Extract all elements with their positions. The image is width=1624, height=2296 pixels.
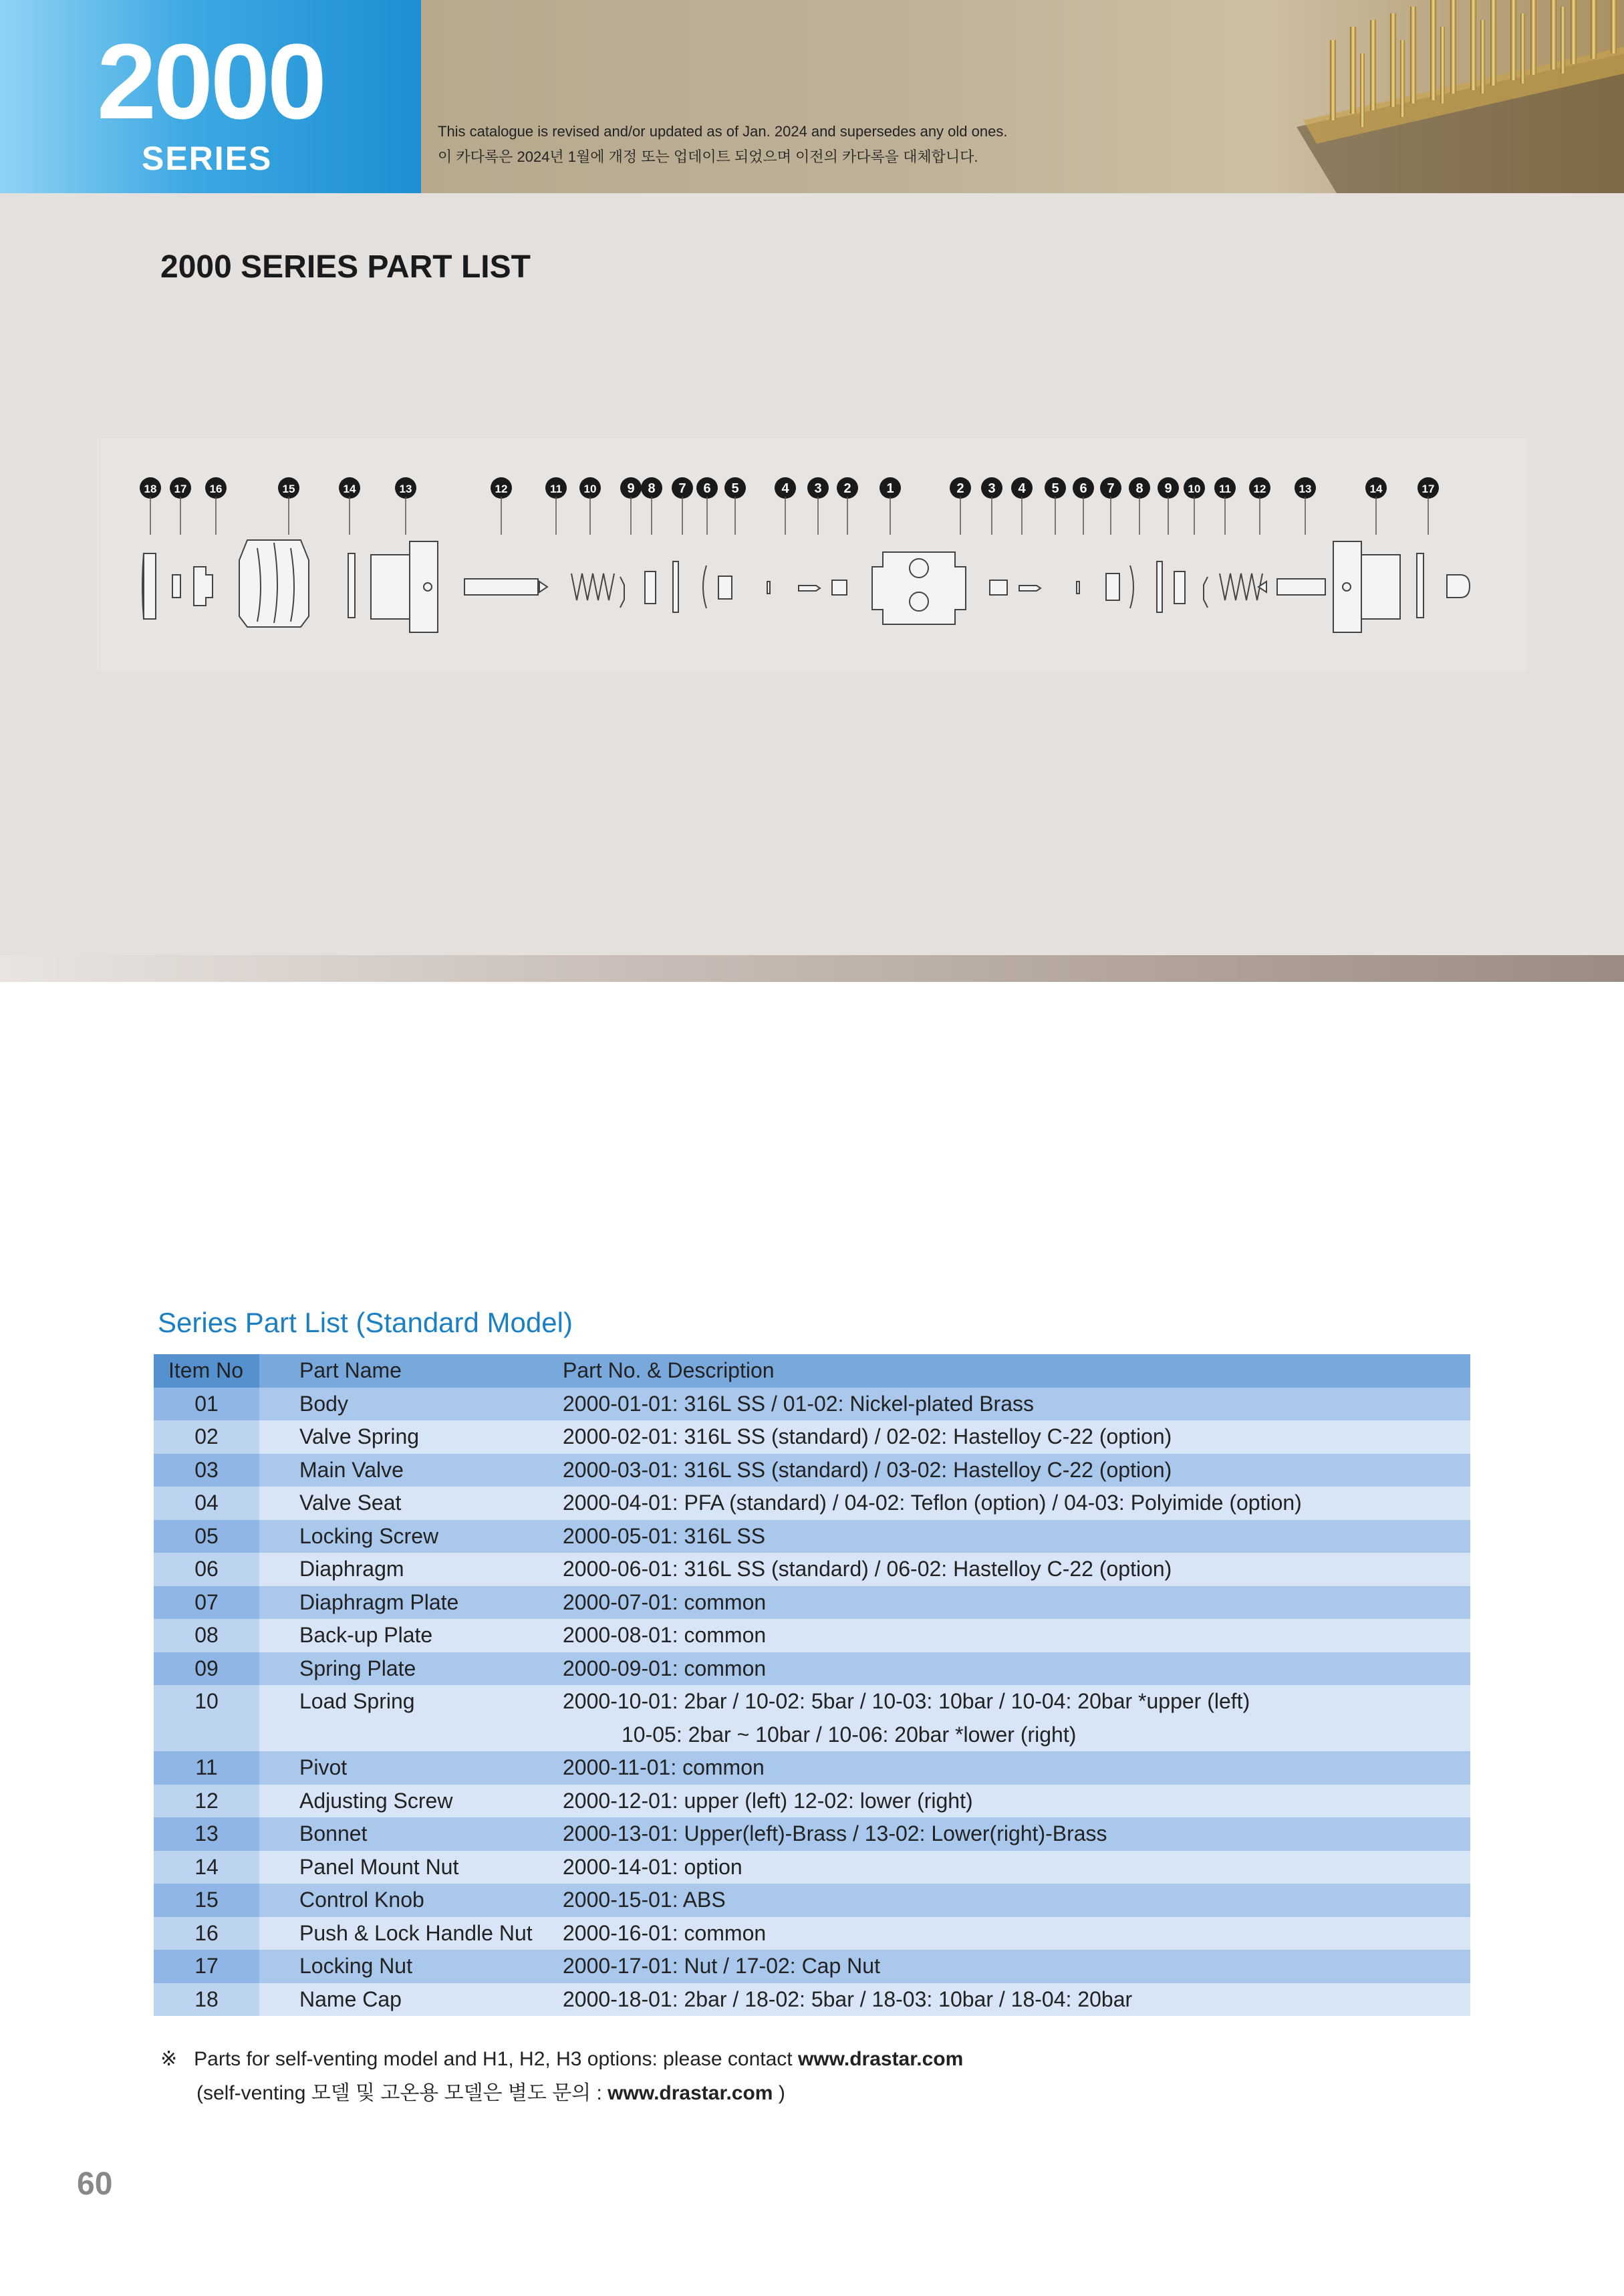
- table-row: [154, 1817, 1470, 1851]
- description-cell: [563, 1586, 1470, 1620]
- description-cell-text: 2000-10-01: 2bar / 10-02: 5bar / 10-03: 10bar / 10-04: 20bar *upper (left): [563, 1689, 1250, 1714]
- table-row: [154, 1454, 1470, 1487]
- handle-nut-part: [194, 567, 213, 606]
- item-no-cell: [154, 1983, 259, 2017]
- connector-pins-image: [1256, 0, 1624, 193]
- callout-number: 17: [1422, 483, 1435, 495]
- table-row: [154, 1884, 1470, 1917]
- part-name-cell-text: Load Spring: [299, 1689, 415, 1714]
- part-name-cell-text: Body: [299, 1391, 348, 1416]
- callout-number: 12: [495, 483, 508, 495]
- part-name-cell-text: Panel Mount Nut: [299, 1854, 459, 1879]
- callout-number: 18: [144, 483, 157, 495]
- callout-number: 3: [814, 481, 822, 496]
- contact-note-en: [160, 2047, 963, 2071]
- catalogue-header: [0, 0, 1624, 193]
- description-cell-text: 10-05: 2bar ~ 10bar / 10-06: 20bar *lower (right): [622, 1722, 1077, 1747]
- description-cell-text: 2000-02-01: 316L SS (standard) / 02-02: Hastelloy C-22 (option): [563, 1424, 1172, 1449]
- header-item-no: Item No: [154, 1354, 259, 1388]
- part-name-cell: [259, 1851, 563, 1884]
- table-row: [154, 1652, 1470, 1686]
- item-no-cell-text: 12: [194, 1788, 219, 1813]
- item-no-cell: [154, 1751, 259, 1785]
- spring-plate-part-right: [1204, 577, 1208, 608]
- main-valve-part-right: [1019, 586, 1041, 591]
- callout-number: 13: [399, 483, 412, 495]
- item-no-cell: [154, 1520, 259, 1553]
- cap-nut-part: [1447, 575, 1470, 598]
- callout-number: 13: [1299, 483, 1312, 495]
- item-no-cell: [154, 1718, 259, 1752]
- valve-seat-part: [767, 582, 770, 594]
- note-text-en: Parts for self-venting model and H1, H2, H3 options: please contact: [194, 2048, 798, 2070]
- item-no-cell-text: 04: [194, 1491, 219, 1515]
- part-name-cell-text: Back-up Plate: [299, 1623, 433, 1648]
- item-no-cell-text: 09: [194, 1656, 219, 1680]
- valve-spring-part: [832, 580, 847, 595]
- part-name-cell-text: Adjusting Screw: [299, 1788, 453, 1813]
- diaphragm-plate-part-right: [1157, 561, 1162, 612]
- item-no-cell-text: 03: [194, 1457, 219, 1482]
- callout-number: 17: [174, 483, 187, 495]
- part-name-cell: [259, 1420, 563, 1454]
- description-cell: [563, 1685, 1470, 1718]
- bonnet-part: [371, 555, 410, 619]
- item-no-cell-text: 18: [194, 1987, 219, 2011]
- description-cell: [563, 1751, 1470, 1785]
- table-row: [154, 1685, 1470, 1718]
- item-no-cell-text: 13: [194, 1821, 219, 1846]
- callout-number: 10: [1188, 483, 1201, 495]
- callout-number: 4: [1018, 481, 1026, 496]
- part-name-cell-text: Valve Seat: [299, 1491, 402, 1515]
- bonnet-part-right: [1361, 555, 1400, 619]
- callout-number: 15: [282, 483, 295, 495]
- locking-nut-part: [172, 575, 180, 598]
- item-no-cell: [154, 1950, 259, 1983]
- description-cell: [563, 1487, 1470, 1520]
- load-spring-part-right: [1220, 573, 1262, 600]
- table-header-row: [154, 1354, 1470, 1388]
- part-list-table: [154, 1354, 1470, 2016]
- part-name-cell-text: Bonnet: [299, 1821, 368, 1846]
- series-badge: [0, 0, 421, 193]
- part-name-cell-text: Diaphragm Plate: [299, 1589, 459, 1614]
- table-row: [154, 1950, 1470, 1983]
- callout-number: 9: [1164, 481, 1172, 496]
- item-no-cell: [154, 1917, 259, 1950]
- item-no-cell-text: 08: [194, 1623, 219, 1648]
- item-no-cell: [154, 1884, 259, 1917]
- part-name-cell: [259, 1454, 563, 1487]
- item-no-cell-text: 05: [194, 1523, 219, 1548]
- item-no-cell: [154, 1553, 259, 1586]
- description-cell: [563, 1652, 1470, 1686]
- item-no-cell-text: 02: [194, 1424, 219, 1449]
- callout-number: 14: [343, 483, 356, 495]
- callout-number: 3: [988, 481, 996, 496]
- diaphragm-plate-part: [673, 561, 678, 612]
- table-row: [154, 1983, 1470, 2017]
- item-no-cell: [154, 1619, 259, 1652]
- part-name-cell: [259, 1817, 563, 1851]
- page-number: 60: [77, 2166, 113, 2202]
- description-cell-text: 2000-11-01: common: [563, 1755, 765, 1780]
- table-row: [154, 1520, 1470, 1553]
- part-name-cell: [259, 1520, 563, 1553]
- part-name-cell-text: Pivot: [299, 1755, 348, 1780]
- item-no-cell: [154, 1586, 259, 1620]
- table-row: [154, 1751, 1470, 1785]
- description-cell: [563, 1520, 1470, 1553]
- item-no-cell-text: 16: [194, 1920, 219, 1945]
- item-no-cell-text: 11: [195, 1755, 218, 1780]
- item-no-cell-text: 10: [194, 1689, 219, 1714]
- description-cell-text: 2000-09-01: common: [563, 1656, 767, 1680]
- description-cell: [563, 1851, 1470, 1884]
- part-name-cell: [259, 1983, 563, 2017]
- pivot-part: [539, 582, 547, 592]
- name-cap-part: [142, 553, 156, 619]
- callout-number: 2: [956, 481, 964, 496]
- item-no-cell-text: 07: [194, 1589, 219, 1614]
- part-name-cell: [259, 1718, 563, 1752]
- table-row: [154, 1586, 1470, 1620]
- contact-note-ko: [196, 2076, 785, 2106]
- diaphragm-part-right: [1130, 565, 1133, 608]
- item-no-cell: [154, 1785, 259, 1818]
- description-cell: [563, 1718, 1470, 1752]
- item-no-cell: [154, 1388, 259, 1421]
- description-cell: [563, 1420, 1470, 1454]
- exploded-view-diagram: [130, 468, 1487, 642]
- description-cell: [563, 1553, 1470, 1586]
- description-cell-text: 2000-05-01: 316L SS: [563, 1523, 766, 1548]
- note-symbol: ※: [160, 2048, 178, 2070]
- table-row: [154, 1388, 1470, 1421]
- locking-screw-part-right: [1106, 573, 1119, 600]
- description-cell: [563, 1785, 1470, 1818]
- callout-number: 7: [1107, 481, 1115, 496]
- description-cell-text: 2000-08-01: common: [563, 1623, 767, 1648]
- description-cell-text: 2000-16-01: common: [563, 1920, 767, 1945]
- description-cell: [563, 1817, 1470, 1851]
- part-name-cell-text: Diaphragm: [299, 1557, 404, 1581]
- part-name-cell: [259, 1950, 563, 1983]
- spring-plate-part: [620, 577, 624, 608]
- part-name-cell: [259, 1487, 563, 1520]
- load-spring-part: [571, 573, 614, 600]
- callout-number: 6: [1079, 481, 1087, 496]
- description-cell-text: 2000-04-01: PFA (standard) / 04-02: Teflon (option) / 04-03: Polyimide (option): [563, 1491, 1302, 1515]
- description-cell: [563, 1388, 1470, 1421]
- part-name-cell-text: Name Cap: [299, 1987, 402, 2011]
- note-text-ko-suffix: ): [773, 2082, 785, 2104]
- callout-number: 2: [843, 481, 851, 496]
- callout-number: 7: [678, 481, 686, 496]
- table-row: [154, 1718, 1470, 1752]
- valve-seat-part-right: [1077, 582, 1079, 594]
- panel-bottom-strip: [0, 955, 1624, 982]
- part-name-cell-text: Valve Spring: [299, 1424, 420, 1449]
- description-cell-text: 2000-03-01: 316L SS (standard) / 03-02: Hastelloy C-22 (option): [563, 1457, 1172, 1482]
- valve-spring-part-right: [990, 580, 1007, 595]
- description-cell: [563, 1454, 1470, 1487]
- description-cell: [563, 1619, 1470, 1652]
- item-no-cell-text: 14: [194, 1854, 219, 1879]
- part-name-cell-text: Locking Nut: [299, 1954, 412, 1979]
- callout-number: 11: [1219, 483, 1231, 495]
- table-row: [154, 1487, 1470, 1520]
- callout-number: 11: [550, 483, 562, 495]
- main-valve-part: [799, 586, 820, 591]
- callout-number: 12: [1253, 483, 1266, 495]
- part-name-cell: [259, 1586, 563, 1620]
- backup-plate-part-right: [1174, 571, 1185, 604]
- callout-number: 6: [703, 481, 711, 496]
- part-name-cell: [259, 1785, 563, 1818]
- item-no-cell: [154, 1851, 259, 1884]
- description-cell: [563, 1884, 1470, 1917]
- table-row: [154, 1785, 1470, 1818]
- part-name-cell: [259, 1884, 563, 1917]
- table-row: [154, 1420, 1470, 1454]
- description-cell-text: 2000-17-01: Nut / 17-02: Cap Nut: [563, 1954, 880, 1979]
- description-cell-text: 2000-13-01: Upper(left)-Brass / 13-02: Lower(right)-Brass: [563, 1821, 1107, 1846]
- table-row: [154, 1553, 1470, 1586]
- panel-mount-nut-part: [348, 553, 355, 618]
- item-no-cell: [154, 1487, 259, 1520]
- part-name-cell: [259, 1388, 563, 1421]
- description-cell: [563, 1983, 1470, 2017]
- description-cell-text: 2000-14-01: option: [563, 1854, 742, 1879]
- adjusting-screw-part-right: [1277, 579, 1325, 595]
- series-number: 2000: [97, 21, 324, 141]
- part-name-cell-text: Locking Screw: [299, 1523, 439, 1548]
- revision-note-ko: 이 카다록은 2024년 1월에 개정 또는 업데이트 되었으며 이전의 카다록을 대체합니다.: [438, 148, 978, 165]
- part-name-cell: [259, 1685, 563, 1718]
- item-no-cell: [154, 1454, 259, 1487]
- part-name-cell: [259, 1652, 563, 1686]
- series-label: SERIES: [142, 140, 273, 177]
- header-part-name: Part Name: [259, 1354, 563, 1388]
- part-name-cell-text: Spring Plate: [299, 1656, 416, 1680]
- backup-plate-part: [645, 571, 656, 604]
- panel-mount-nut-part-right: [1417, 553, 1424, 618]
- item-no-cell: [154, 1817, 259, 1851]
- item-no-cell: [154, 1652, 259, 1686]
- callout-number: 5: [1051, 481, 1059, 496]
- callout-number: 10: [583, 483, 597, 495]
- item-no-cell: [154, 1685, 259, 1718]
- part-name-cell: [259, 1751, 563, 1785]
- part-name-cell: [259, 1917, 563, 1950]
- callout-number: 1: [886, 481, 894, 496]
- callout-number: 5: [731, 481, 739, 496]
- description-cell-text: 2000-15-01: ABS: [563, 1888, 726, 1912]
- control-knob-part: [239, 540, 309, 627]
- locking-screw-part: [718, 576, 732, 599]
- note-text-ko: (self-venting 모델 및 고온용 모델은 별도 문의 :: [196, 2082, 608, 2104]
- item-no-cell: [154, 1420, 259, 1454]
- revision-note-en: This catalogue is revised and/or updated as of Jan. 2024 and supersedes any old ones.: [438, 123, 1008, 140]
- adjusting-screw-part: [464, 579, 538, 595]
- callout-number: 4: [781, 481, 789, 496]
- website-link-ko[interactable]: www.drastar.com: [607, 2082, 773, 2104]
- item-no-cell-text: 17: [194, 1954, 219, 1979]
- table-title: Series Part List (Standard Model): [158, 1307, 573, 1338]
- description-cell: [563, 1917, 1470, 1950]
- description-cell-text: 2000-01-01: 316L SS / 01-02: Nickel-plated Brass: [563, 1391, 1034, 1416]
- callout-number: 8: [1135, 481, 1143, 496]
- part-name-cell-text: Main Valve: [299, 1457, 404, 1482]
- table-row: [154, 1851, 1470, 1884]
- description-cell-text: 2000-07-01: common: [563, 1589, 767, 1614]
- description-cell-text: 2000-18-01: 2bar / 18-02: 5bar / 18-03: 10bar / 18-04: 20bar: [563, 1987, 1133, 2011]
- part-name-cell-text: Push & Lock Handle Nut: [299, 1920, 533, 1945]
- part-name-cell: [259, 1553, 563, 1586]
- header-description: Part No. & Description: [563, 1354, 1470, 1388]
- diaphragm-part: [703, 565, 706, 608]
- description-cell-text: 2000-06-01: 316L SS (standard) / 06-02: Hastelloy C-22 (option): [563, 1557, 1172, 1581]
- part-name-cell-text: Control Knob: [299, 1888, 424, 1912]
- description-cell: [563, 1950, 1470, 1983]
- website-link[interactable]: www.drastar.com: [797, 2048, 964, 2070]
- callout-number: 14: [1369, 483, 1383, 495]
- callout-number: 8: [648, 481, 656, 496]
- callout-number: 16: [209, 483, 223, 495]
- item-no-cell-text: 15: [194, 1888, 219, 1912]
- section-title: 2000 SERIES PART LIST: [160, 249, 531, 285]
- callout-number: 9: [627, 481, 635, 496]
- table-row: [154, 1619, 1470, 1652]
- table-row: [154, 1917, 1470, 1950]
- part-name-cell: [259, 1619, 563, 1652]
- item-no-cell-text: 06: [194, 1557, 219, 1581]
- item-no-cell-text: 01: [194, 1391, 219, 1416]
- description-cell-text: 2000-12-01: upper (left) 12-02: lower (right): [563, 1788, 973, 1813]
